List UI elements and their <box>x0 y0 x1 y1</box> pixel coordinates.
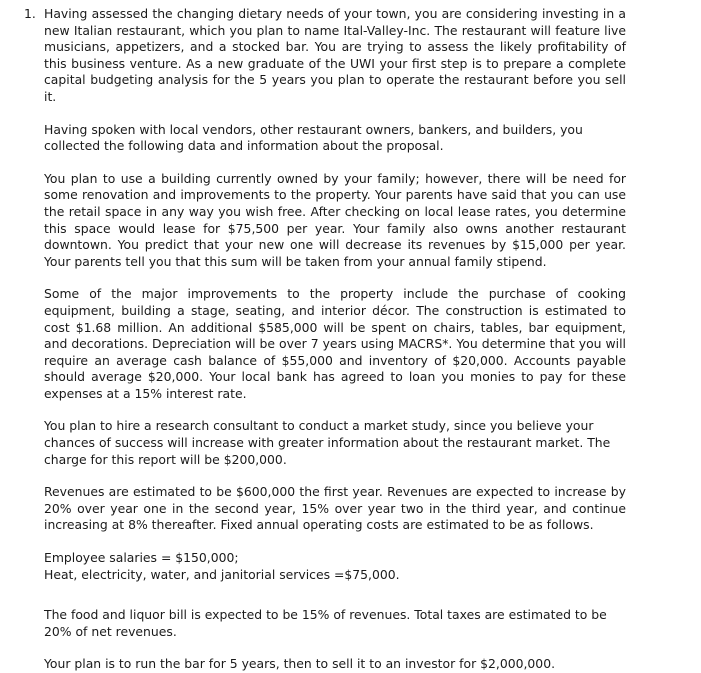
paragraph-consultant: You plan to hire a research consultant to conduct a market study, since you believe your chances of success will increase with greater information about the restaurant market. The charge for this report will be $200,000. <box>44 418 611 467</box>
paragraph-food-liquor: The food and liquor bill is expected to be 15% of revenues. Total taxes are estimated to be 20% of net revenues. <box>44 607 607 639</box>
paragraph-improvements: Some of the major improvements to the property include the purchase of cooking equipment, building a stage, seating, and interior décor. The construction is estimated to cost $1.68 million. An additional $585,000 will be spent on chairs, tables, bar equipment, and decorations. Depreciation will be over 7 years using MACRS*. You determine that you will require an average cash balance of $55,000 and inventory of $20,000. Accounts payable should average $20,000. Your local bank has agreed to loan you monies to pay for these expenses at a 15% interest rate. <box>44 286 626 401</box>
paragraph-intro: Having assessed the changing dietary needs of your town, you are considering investing in a new Italian restaurant, which you plan to name Ital-Valley-Inc. The restaurant will feature live musicians, appetizers, and a stocked bar. You are trying to assess the likely profitability of this business venture. As a new graduate of the UWI your first step is to prepare a complete capital budgeting analysis for the 5 years you plan to operate the restaurant before you sell it. <box>44 6 626 104</box>
line-utilities: Heat, electricity, water, and janitorial services =$75,000. <box>44 566 400 582</box>
line-salaries: Employee salaries = $150,000; <box>44 550 239 566</box>
item-content <box>44 6 626 673</box>
paragraph-revenues: Revenues are estimated to be $600,000 the first year. Revenues are expected to increase by 20% over year one in the second year, 15% over year two in the third year, and continue increasing at 8% thereafter. Fixed annual operating costs are estimated to be as follows. <box>44 484 626 533</box>
paragraph-building: You plan to use a building currently owned by your family; however, there will be need for some renovation and improvements to the property. Your parents have said that you can use the retail space in any way you wish free. After checking on local lease rates, you determine this space would lease for $75,500 per year. Your family also owns another restaurant downtown. You predict that your new one will decrease its revenues by $15,000 per year. Your parents tell you that this sum will be taken from your annual family stipend. <box>44 170 626 269</box>
item-number: 1. <box>24 6 36 21</box>
paragraph-plan: Your plan is to run the bar for 5 years, then to sell it to an investor for $2,000,000. <box>44 656 556 672</box>
paragraph-data-collected: Having spoken with local vendors, other restaurant owners, bankers, and builders, you collected the following data and information about the proposal. <box>44 121 583 154</box>
